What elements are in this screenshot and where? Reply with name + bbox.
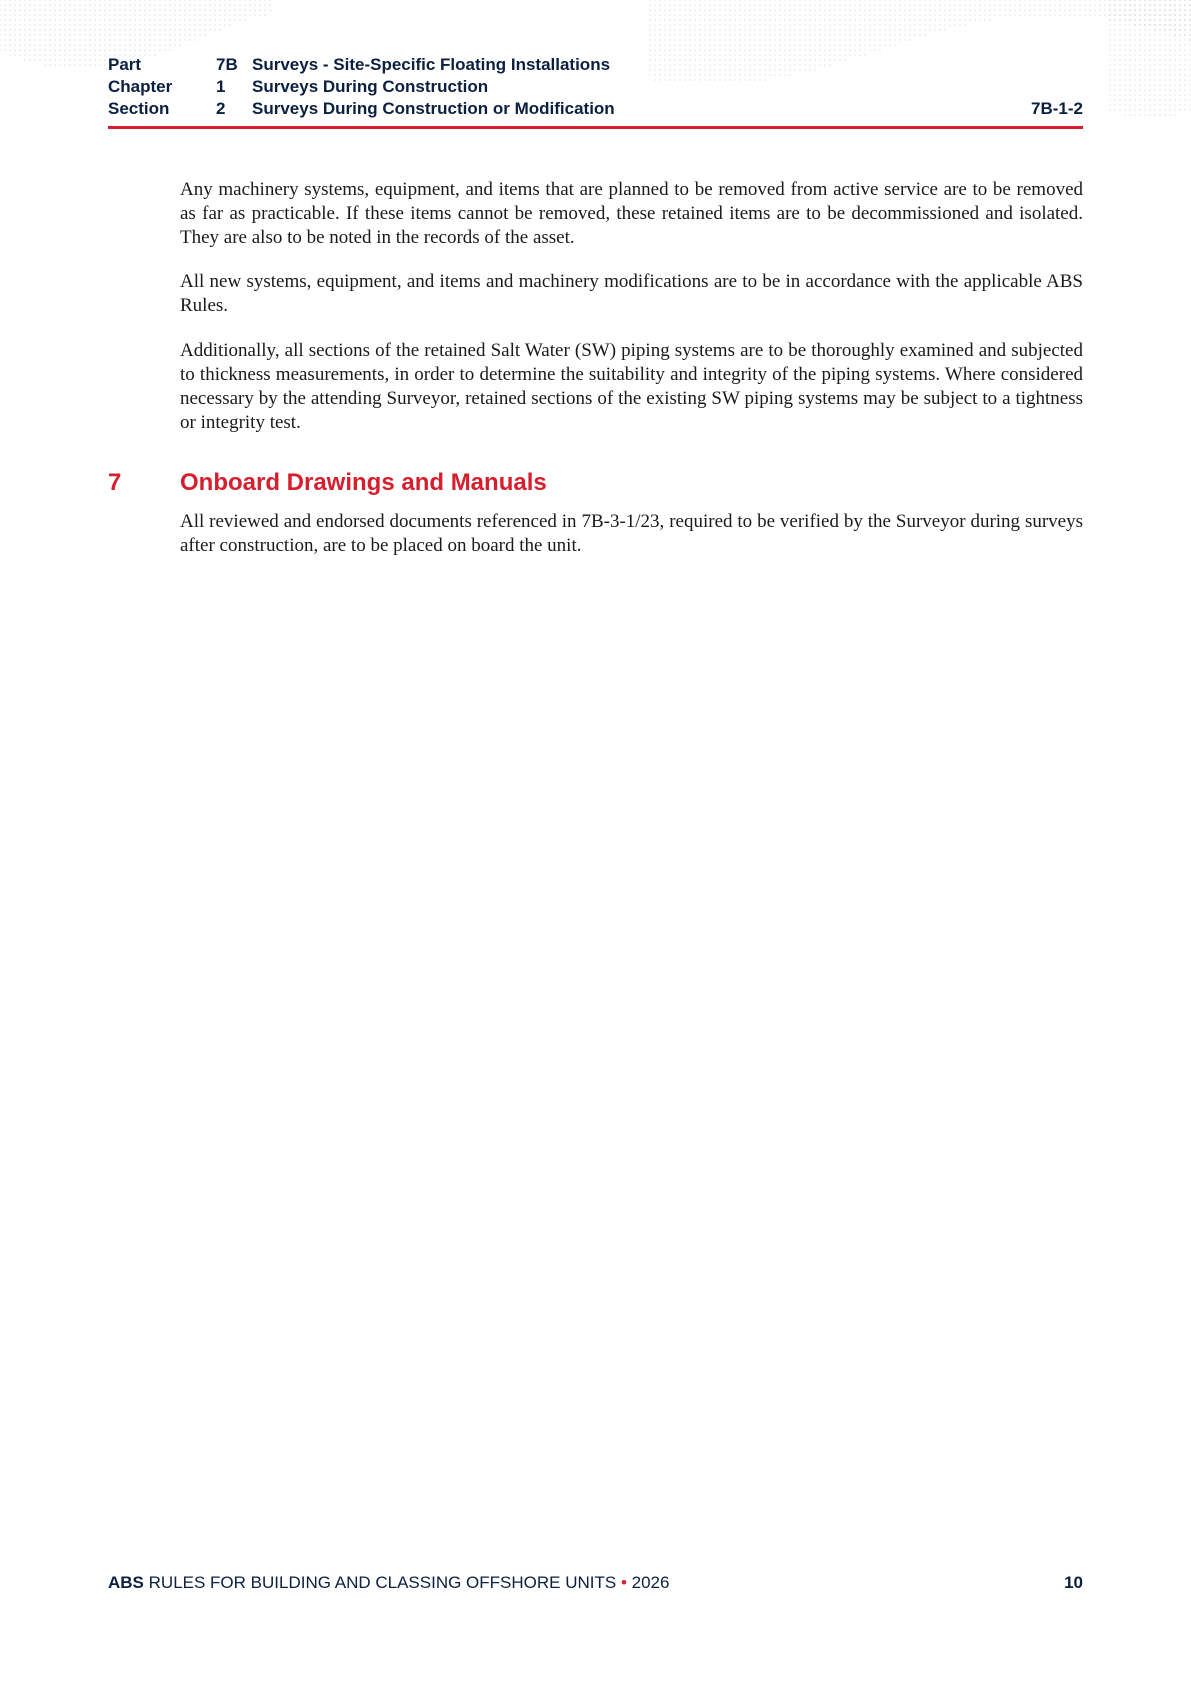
header-number: 2 (216, 99, 226, 118)
header-label: Part (108, 55, 142, 74)
header-row-chapter (108, 76, 1083, 98)
header-number: 7B (216, 55, 238, 74)
page-number: 10 (1064, 1573, 1083, 1592)
header-title: Surveys During Construction (252, 77, 489, 96)
header-rule (108, 126, 1083, 129)
footer-title: RULES FOR BUILDING AND CLASSING OFFSHORE UNITS (148, 1573, 617, 1592)
header-number: 1 (216, 77, 226, 96)
page-reference: 7B-1-2 (1031, 99, 1083, 118)
header-row-section (108, 98, 1083, 120)
header-label: Section (108, 99, 170, 118)
paragraph-new-systems: All new systems, equipment, and items and machinery modifications are to be in accordance with the applicable ABS Rules. (180, 271, 1083, 316)
footer-year: 2026 (631, 1573, 670, 1592)
section-title: Onboard Drawings and Manuals (180, 469, 547, 496)
header-label: Chapter (108, 77, 173, 96)
paragraph-sw-piping: Additionally, all sections of the retained Salt Water (SW) piping systems are to be thoroughly examined and subjected to thickness measurements, in order to determine the suitability and integrity of the piping systems. Where considered necessary by the attending Surveyor, retained sections of the existing SW piping systems may be subject to a tightness or integrity test. (180, 340, 1083, 433)
paragraph-removed-items: Any machinery systems, equipment, and items that are planned to be removed from active service are to be removed as far as practicable. If these items cannot be removed, these retained items are to be decommissioned and isolated. They are also to be noted in the records of the asset. (180, 179, 1083, 248)
footer-brand: ABS (108, 1573, 144, 1592)
page-footer (108, 1573, 1083, 1593)
header-title: Surveys During Construction or Modification (252, 99, 615, 118)
section-number: 7 (108, 469, 122, 496)
header-row-part (108, 54, 1083, 76)
paragraph-onboard-documents: All reviewed and endorsed documents referenced in 7B-3-1/23, required to be verified by the Surveyor during surveys after construction, are to be placed on board the unit. (180, 511, 1083, 556)
page-header (108, 54, 1083, 120)
footer-separator: • (620, 1573, 627, 1592)
header-title: Surveys - Site-Specific Floating Installations (252, 55, 611, 74)
